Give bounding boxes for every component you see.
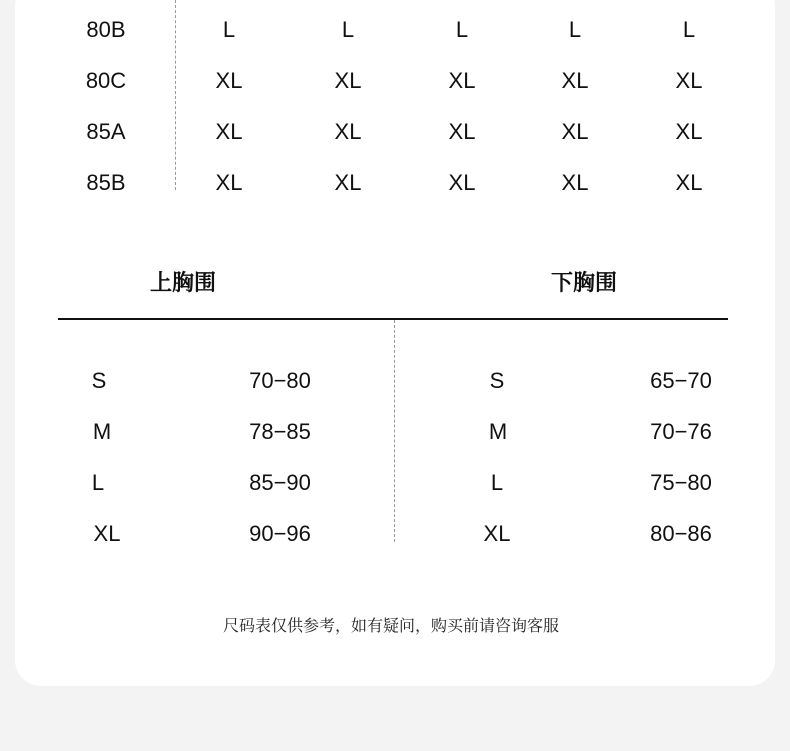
table-cell: XL: [215, 119, 243, 144]
upper-bust-range: 70−80: [249, 368, 311, 393]
table-cell: L: [341, 17, 355, 42]
upper-bust-size: L: [91, 470, 105, 495]
under-bust-range: 65−70: [650, 368, 712, 393]
table-cell: L: [222, 17, 236, 42]
header-divider: [58, 318, 728, 320]
upper-bust-range: 90−96: [249, 521, 311, 546]
table-row: [0, 508, 790, 559]
under-bust-range: 75−80: [650, 470, 712, 495]
row-size-label: 85B: [86, 170, 126, 195]
table-cell: L: [455, 17, 469, 42]
table-row: [0, 406, 790, 457]
table-row: [0, 4, 790, 55]
under-bust-range: 70−76: [650, 419, 712, 444]
table-cell: XL: [334, 68, 362, 93]
upper-bust-size: S: [91, 368, 107, 393]
table-cell: XL: [561, 68, 589, 93]
table-cell: XL: [675, 68, 703, 93]
table-cell: XL: [448, 170, 476, 195]
upper-bust-size: M: [92, 419, 112, 444]
table-cell: XL: [448, 119, 476, 144]
table-row: [0, 55, 790, 106]
row-size-label: 80C: [85, 68, 127, 93]
under-bust-size: M: [488, 419, 508, 444]
under-bust-size: XL: [483, 521, 511, 546]
upper-bust-range: 78−85: [249, 419, 311, 444]
upper-bust-range: 85−90: [249, 470, 311, 495]
upper-bust-header: 上胸围: [149, 270, 217, 295]
under-bust-header: 下胸围: [550, 270, 618, 295]
table-cell: XL: [215, 68, 243, 93]
table-cell: XL: [215, 170, 243, 195]
table-cell: XL: [448, 68, 476, 93]
row-size-label: 85A: [86, 119, 126, 144]
row-size-label: 80B: [86, 17, 126, 42]
table-cell: XL: [561, 170, 589, 195]
table-cell: XL: [675, 170, 703, 195]
table-cell: XL: [675, 119, 703, 144]
under-bust-size: L: [490, 470, 504, 495]
table-cell: XL: [334, 119, 362, 144]
under-bust-size: S: [489, 368, 505, 393]
table-cell: XL: [561, 119, 589, 144]
upper-bust-size: XL: [93, 521, 121, 546]
table-row: [0, 157, 790, 208]
table-row: [0, 457, 790, 508]
table-cell: L: [682, 17, 696, 42]
size-chart-disclaimer: 尺码表仅供参考，如有疑问，购买前请咨询客服: [222, 618, 559, 635]
under-bust-range: 80−86: [650, 521, 712, 546]
table-cell: XL: [334, 170, 362, 195]
table-row: [0, 355, 790, 406]
table-cell: L: [568, 17, 582, 42]
table-row: [0, 106, 790, 157]
